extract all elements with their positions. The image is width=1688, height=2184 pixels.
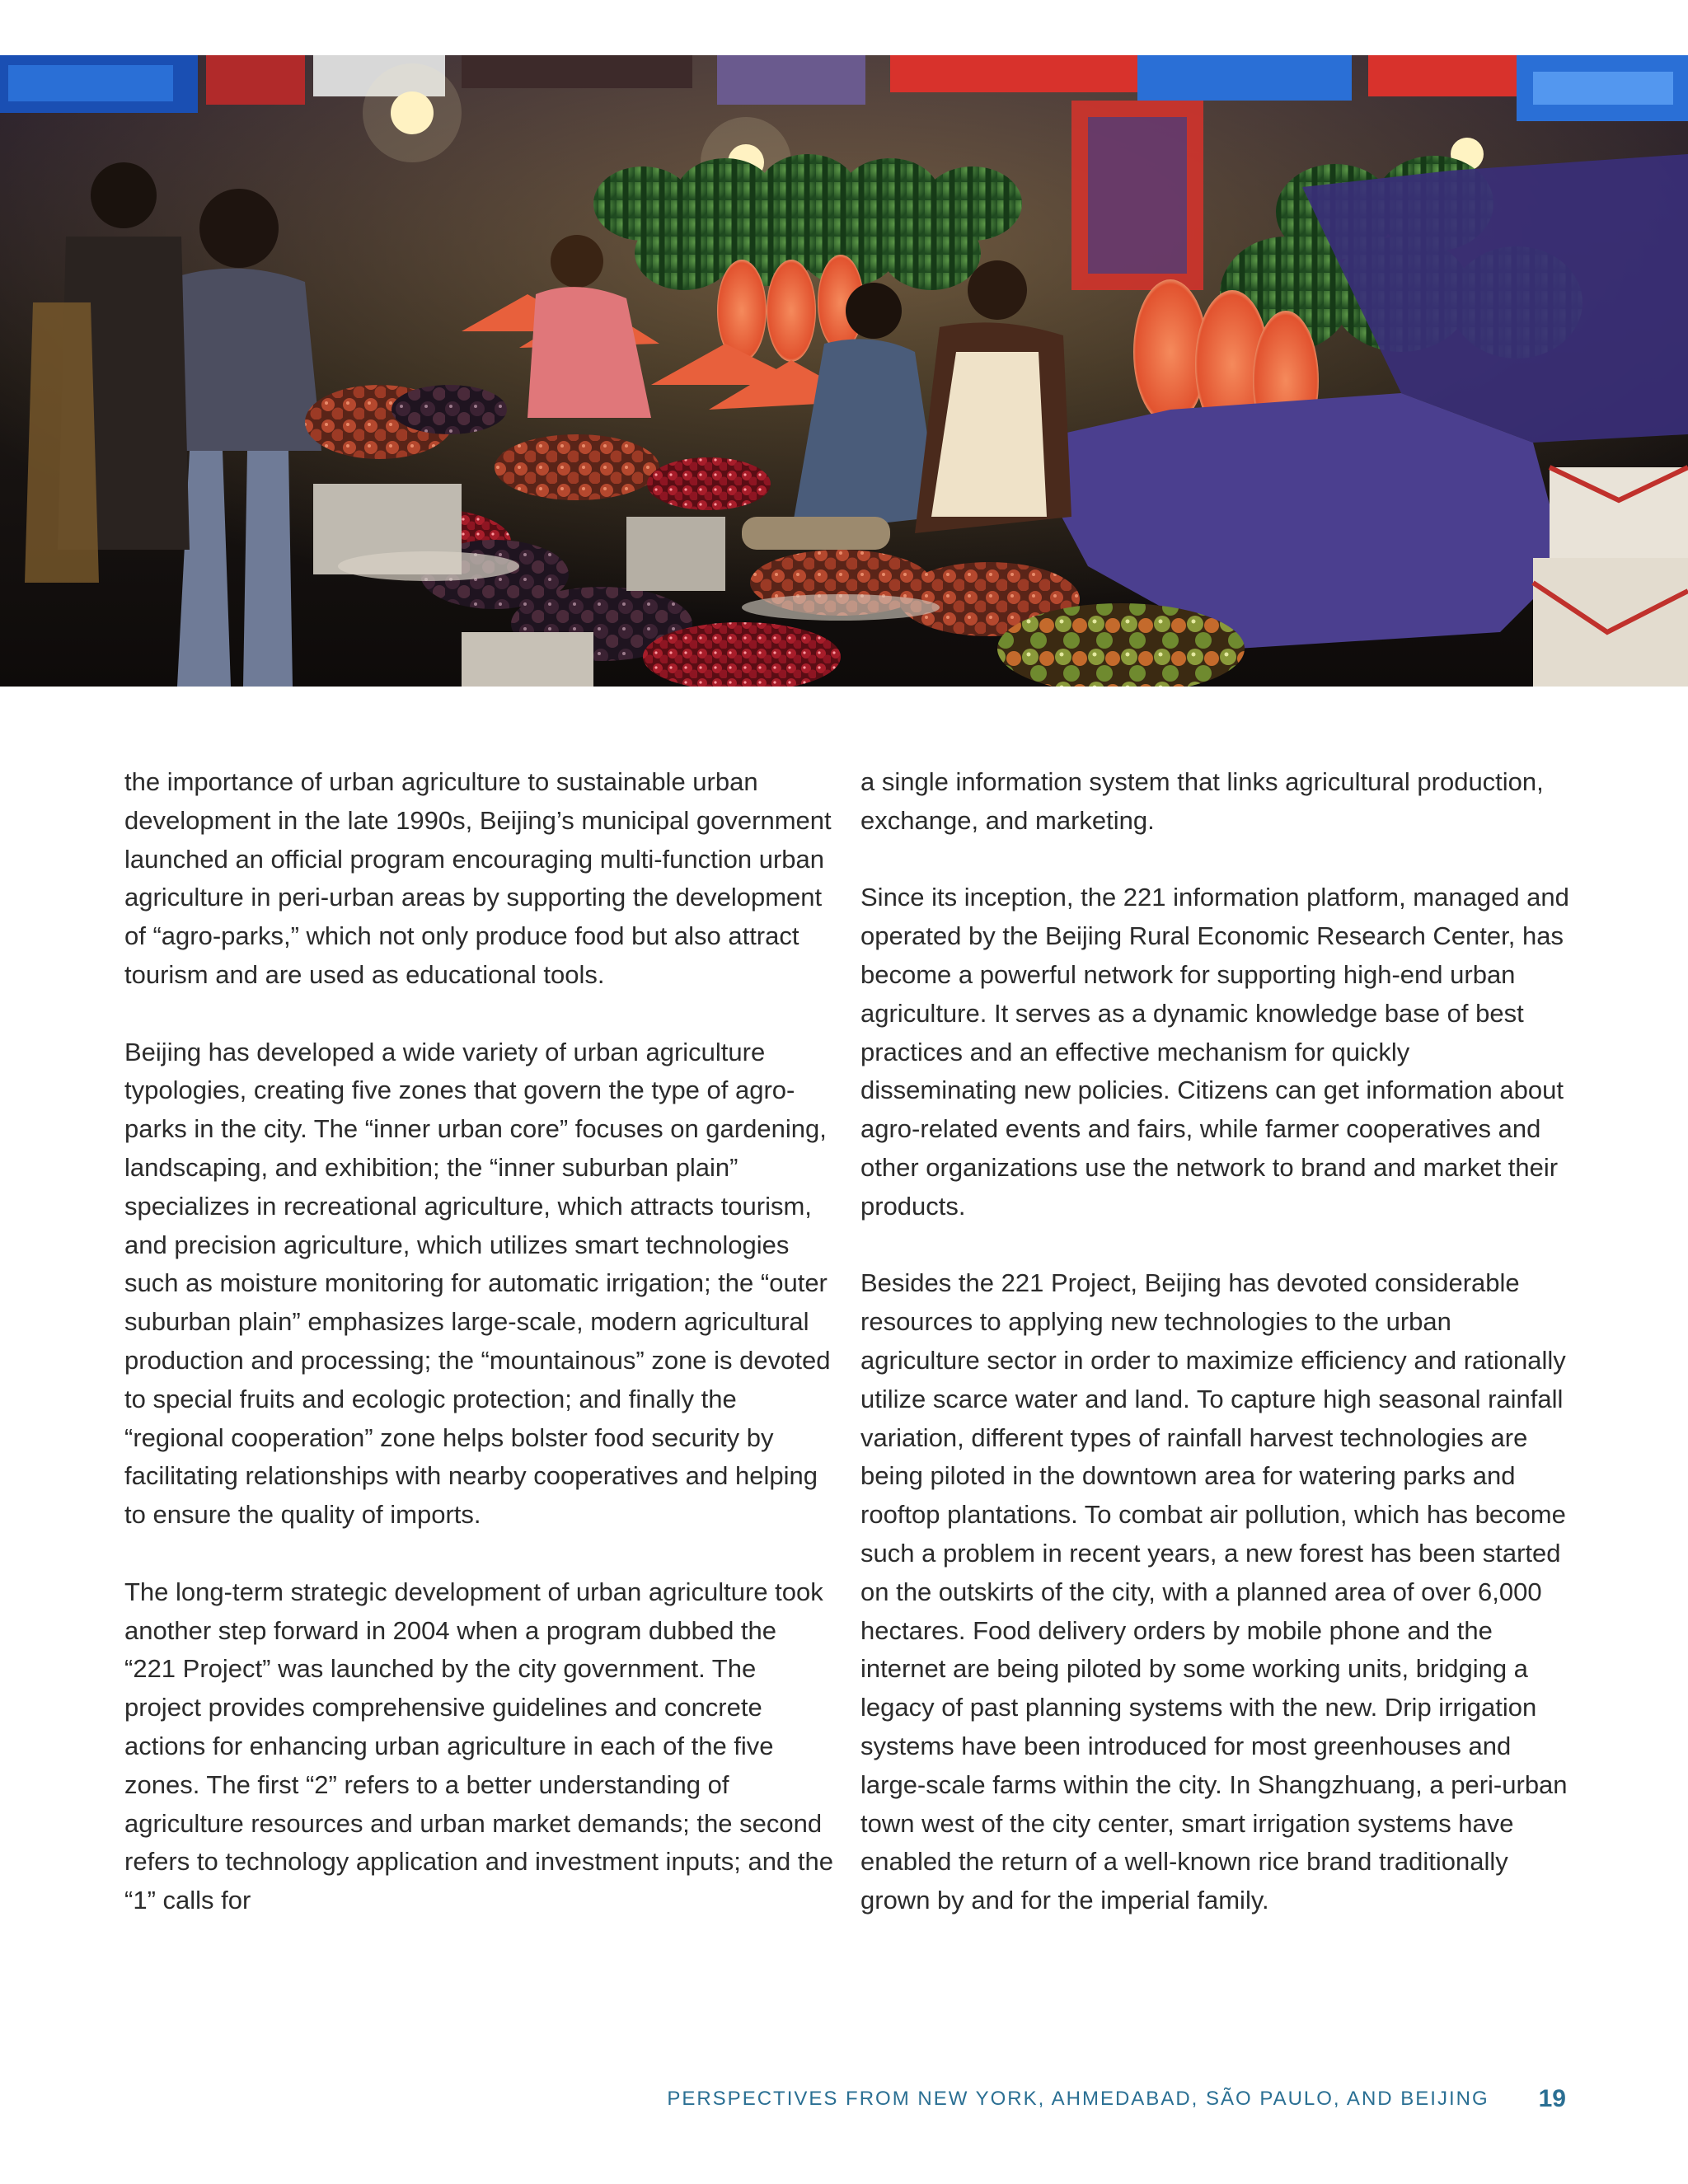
running-title: PERSPECTIVES FROM NEW YORK, AHMEDABAD, SÃO PAULO, AND BEIJING bbox=[667, 2088, 1489, 2110]
page-footer bbox=[0, 2085, 1566, 2113]
paragraph: The long-term strategic development of urban agriculture took another step forward in 2004 when a program dubbed the “221 Project” was launched by the city government. The project provides comprehensive guidelines and concrete actions for enhancing urban agriculture in each of the five zones. The first “2” refers to a better understanding of agriculture resources and urban market demands; the second refers to technology application and investment inputs; and the “1” calls for bbox=[124, 1577, 833, 1915]
paragraph: Beijing has developed a wide variety of urban agriculture typologies, creating five zones that govern the type of agro-parks in the city. The “inner urban core” focuses on gardening, landscaping, and exhibition; the “inner suburban plain” specializes in recreational agriculture, which attracts tourism, and precision agriculture, which utilizes smart technologies such as moisture monitoring for automatic irrigation; the “outer suburban plain” emphasizes large-scale, modern agricultural production and processing; the “mountainous” zone is devoted to special fruits and ecologic protection; and finally the “regional cooperation” zone helps bolster food security by facilitating relationships with nearby cooperatives and helping to ensure the quality of imports. bbox=[124, 1037, 831, 1530]
body-column-right bbox=[860, 763, 1569, 1920]
paragraph: a single information system that links agricultural production, exchange, and marketing. bbox=[860, 767, 1544, 835]
market-photo bbox=[0, 55, 1688, 687]
page-number: 19 bbox=[1538, 2085, 1566, 2112]
body-column-left bbox=[124, 763, 833, 1920]
market-photo-illustration bbox=[0, 55, 1688, 687]
paragraph: Since its inception, the 221 information platform, managed and operated by the Beijing Rural Economic Research Center, has become a powerful network for supporting high-end urban agriculture. It serves as a dynamic knowledge base of best practices and an effective mechanism for quickly disseminating new policies. Citizens can get information about agro-related events and fairs, while farmer cooperatives and other organizations use the network to brand and market their products. bbox=[860, 883, 1569, 1221]
cardboard-boxes bbox=[1533, 467, 1688, 687]
paragraph: Besides the 221 Project, Beijing has devoted considerable resources to applying new technologies to the urban agriculture sector in order to maximize efficiency and rationally utilize scarce water and land. To capture high seasonal rainfall variation, different types of rainfall harvest technologies are being piloted in the downtown area for watering parks and rooftop plantations. To combat air pollution, which has become such a problem in recent years, a new forest has been started on the outskirts of the city, with a planned area of over 6,000 hectares. Food delivery orders by mobile phone and the internet are being piloted by some working units, bridging a legacy of past planning systems with the new. Drip irrigation systems have been introduced for most greenhouses and large-scale farms within the city. In Shangzhuang, a peri-urban town west of the city center, smart irrigation systems have enabled the return of a well-known rice brand traditionally grown by and for the imperial family. bbox=[860, 1268, 1568, 1915]
paragraph: the importance of urban agriculture to sustainable urban development in the late 1990s, Beijing’s municipal government launched an official program encouraging multi-function urban agriculture in peri-urban areas by supporting the development of “agro-parks,” which not only produce food but also attract tourism and are used as educational tools. bbox=[124, 767, 832, 989]
